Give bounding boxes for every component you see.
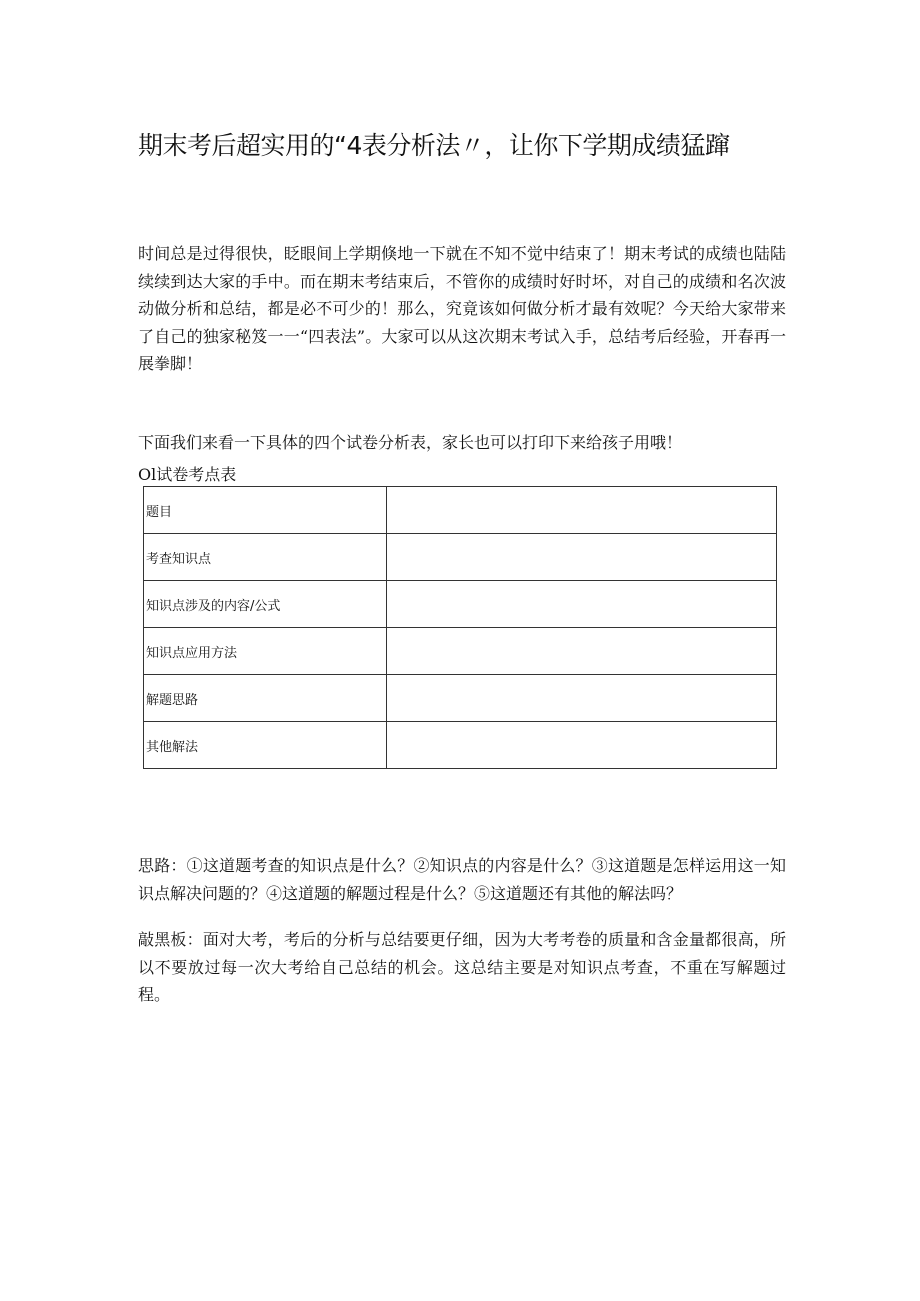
row-value	[387, 675, 777, 722]
table-row	[144, 534, 777, 581]
note-paragraph: 敲黑板：面对大考，考后的分析与总结要更仔细，因为大考考卷的质量和含金量都很高，所以不要放过每一次大考给自己总结的机会。这总结主要是对知识点考查，不重在写解题过程。	[138, 930, 786, 1004]
intro-paragraph: 时间总是过得很快，眨眼间上学期倏地一下就在不知不觉中结束了！期末考试的成绩也陆陆续续到达大家的手中。而在期末考结束后，不管你的成绩时好时坏，对自己的成绩和名次波动做分析和总结，都是必不可少的！那么，究竟该如何做分析才最有效呢？今天给大家带来了自己的独家秘笈一一“四表法”。大家可以从这次期末考试入手，总结考后经验，开春再一展拳脚！	[138, 244, 786, 373]
table-row	[144, 628, 777, 675]
article-title: 期末考后超实用的“4表分析法〃，让你下学期成绩猛蹿	[138, 131, 730, 160]
row-value	[387, 581, 777, 628]
row-value	[387, 487, 777, 534]
row-label: 知识点应用方法	[144, 628, 387, 675]
row-label: 考查知识点	[144, 534, 387, 581]
row-value	[387, 628, 777, 675]
row-label: 题目	[144, 487, 387, 534]
thinking-paragraph: 思路：①这道题考查的知识点是什么？②知识点的内容是什么？③这道题是怎样运用这一知识点解决问题的？④这道题的解题过程是什么？⑤这道题还有其他的解法吗？	[138, 856, 786, 903]
table-row	[144, 581, 777, 628]
row-label: 解题思路	[144, 675, 387, 722]
exam-point-table	[143, 486, 777, 769]
row-label: 其他解法	[144, 722, 387, 769]
table-row	[144, 675, 777, 722]
row-value	[387, 534, 777, 581]
table-row	[144, 487, 777, 534]
table-row	[144, 722, 777, 769]
row-label: 知识点涉及的内容/公式	[144, 581, 387, 628]
table-caption: Ol试卷考点表	[138, 465, 237, 484]
lead-paragraph: 下面我们来看一下具体的四个试卷分析表，家长也可以打印下来给孩子用哦！	[138, 433, 683, 452]
row-value	[387, 722, 777, 769]
